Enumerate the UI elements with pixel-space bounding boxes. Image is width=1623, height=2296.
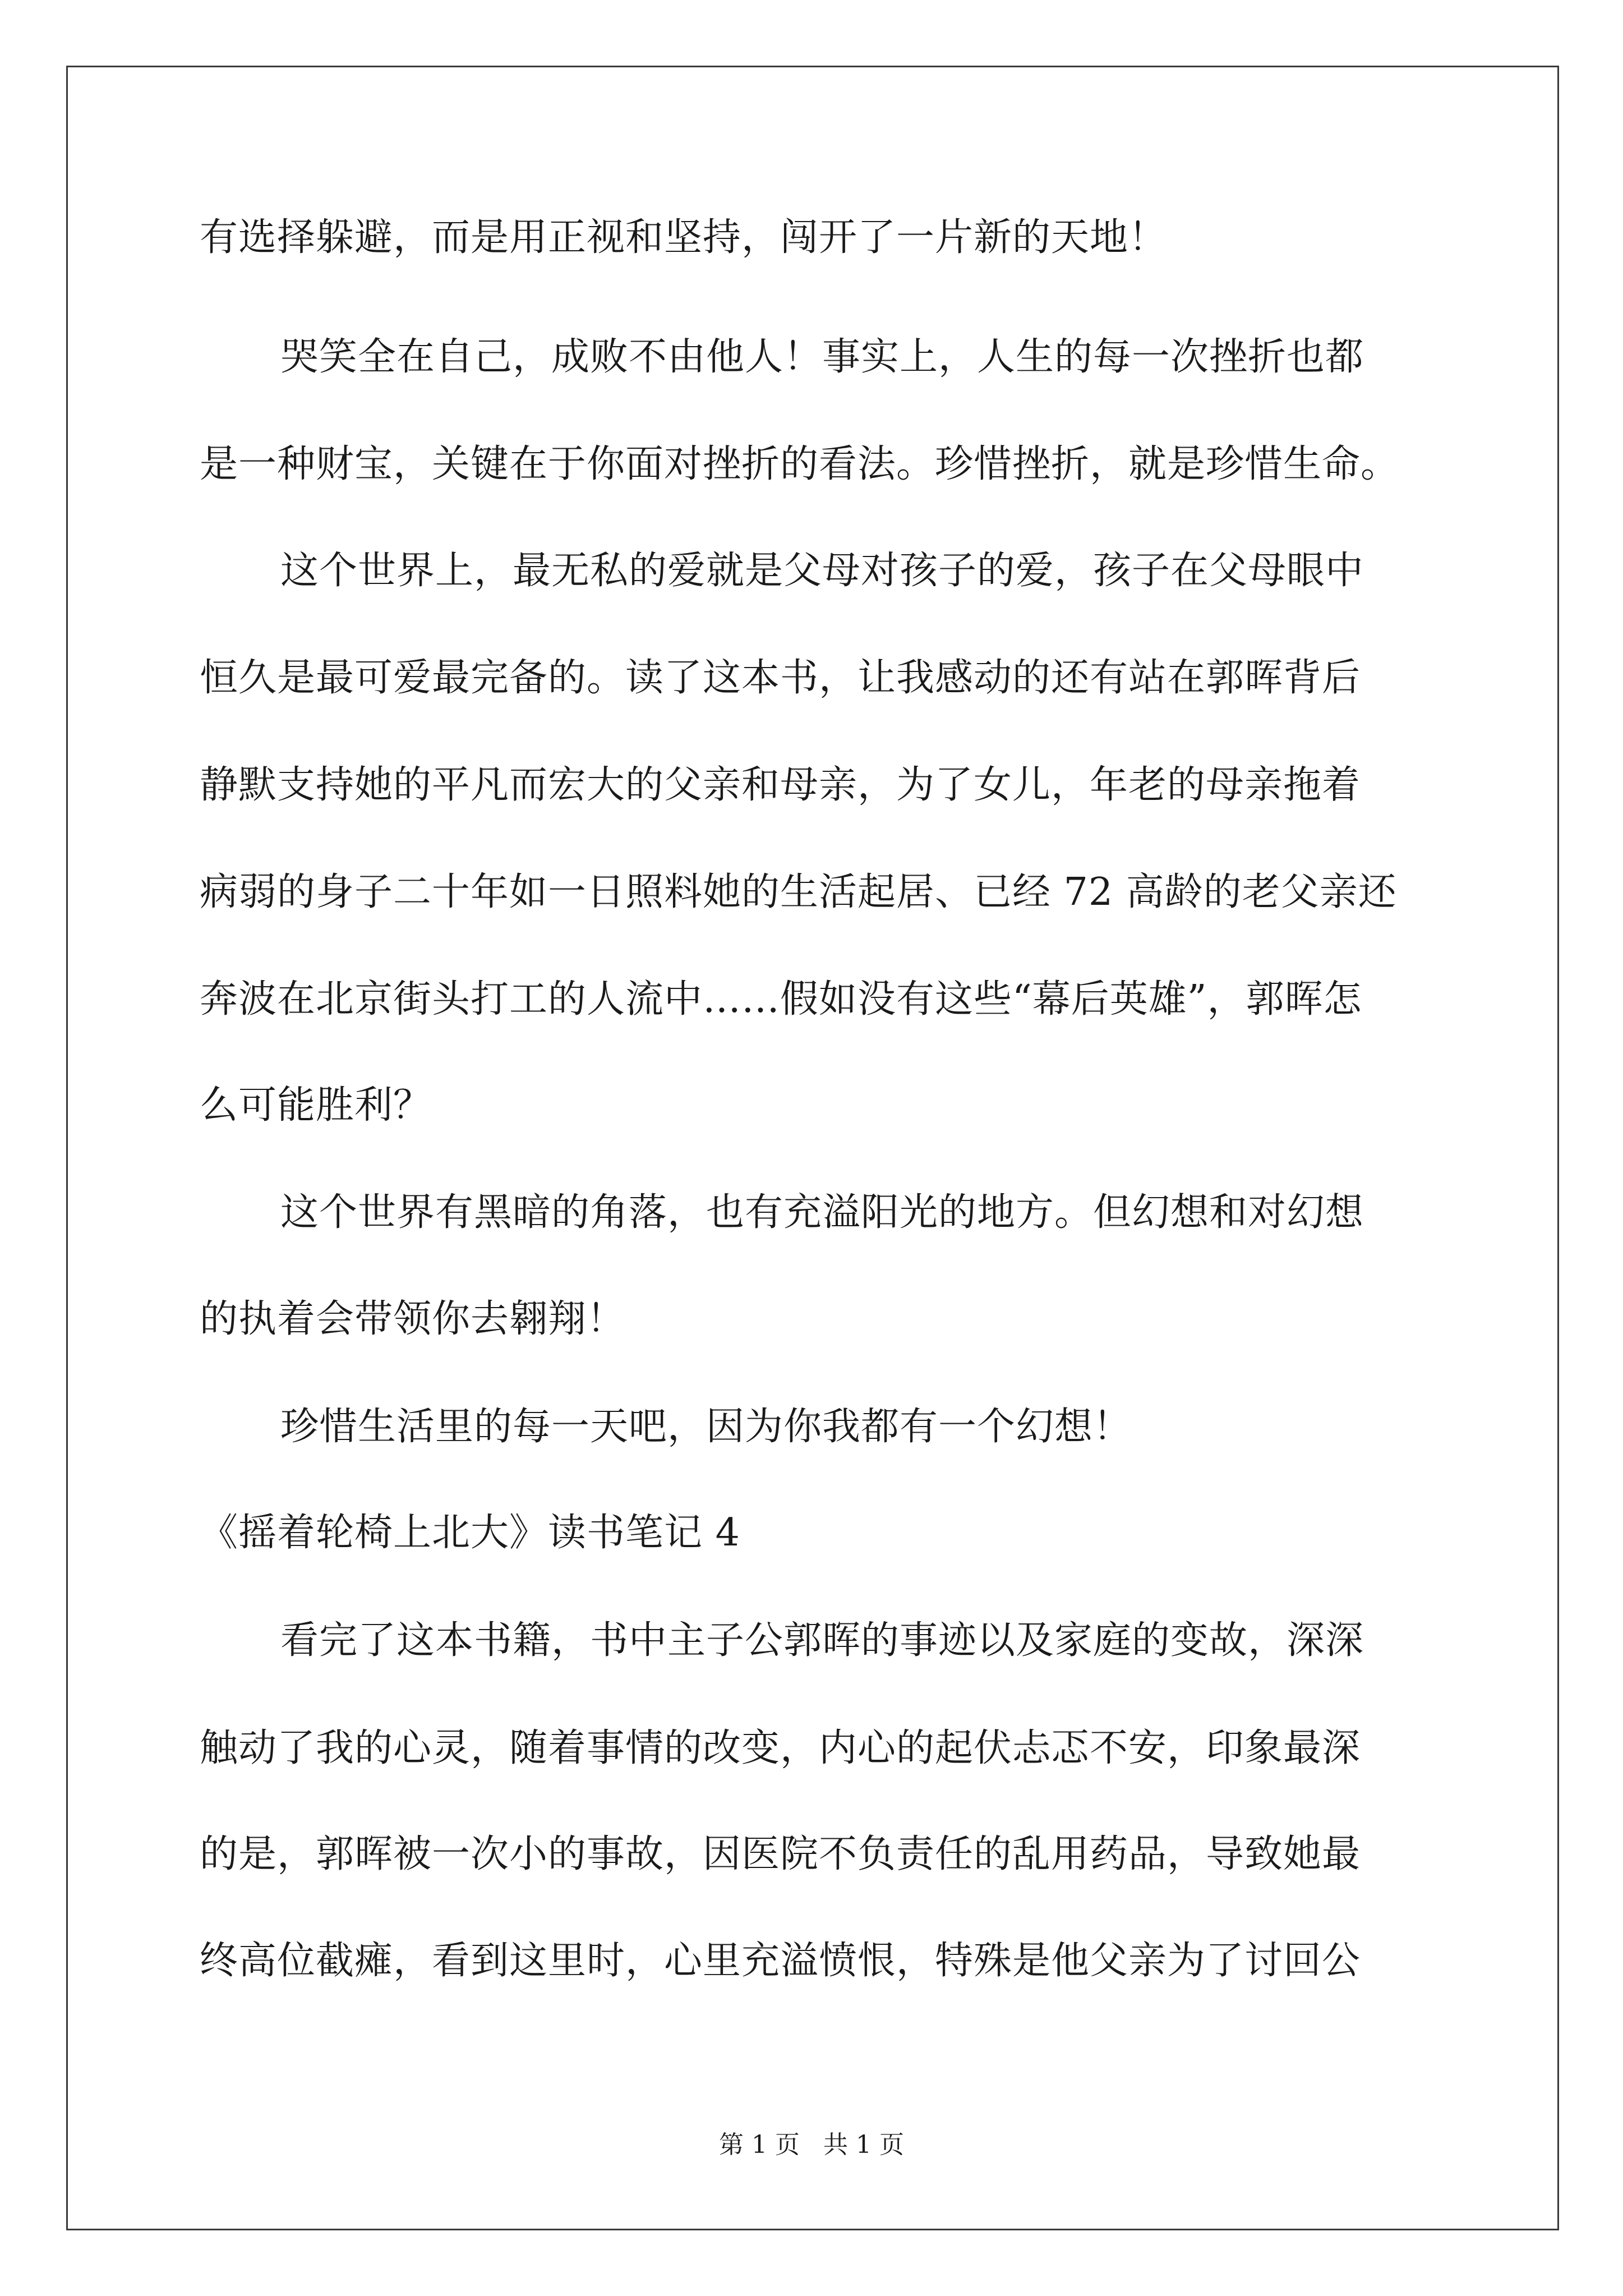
text-line: 静默支持她的平凡而宏大的父亲和母亲，为了女儿，年老的母亲拖着 — [200, 763, 1361, 807]
page-number-footer: 第 1 页 共 1 页 — [719, 2131, 904, 2159]
text-line: 是一种财宝，关键在于你面对挫折的看法。珍惜挫折，就是珍惜生命。 — [200, 442, 1400, 486]
page-border — [66, 66, 1559, 2230]
paragraph-first-line: 哭笑全在自己，成败不由他人！事实上，人生的每一次挫折也都 — [280, 335, 1364, 379]
text-line: 恒久是最可爱最完备的。读了这本书，让我感动的还有站在郭晖背后 — [200, 656, 1361, 700]
text-line: 的是，郭晖被一次小的事故，因医院不负责任的乱用药品，导致她最 — [200, 1832, 1361, 1876]
text-line: 奔波在北京街头打工的人流中……假如没有这些“幕后英雄”，郭晖怎 — [200, 977, 1362, 1022]
text-line: 有选择躲避，而是用正视和坚持，闯开了一片新的天地！ — [200, 215, 1168, 260]
paragraph-first-line: 珍惜生活里的每一天吧，因为你我都有一个幻想！ — [280, 1405, 1132, 1449]
text-line: 触动了我的心灵，随着事情的改变，内心的起伏忐忑不安，印象最深 — [200, 1726, 1361, 1770]
text-line: 么可能胜利？ — [200, 1083, 432, 1128]
text-line: 的执着会带领你去翱翔！ — [200, 1297, 626, 1341]
paragraph-first-line: 看完了这本书籍，书中主子公郭晖的事迹以及家庭的变故，深深 — [280, 1618, 1364, 1663]
text-line: 病弱的身子二十年如一日照料她的生活起居、已经 72 高龄的老父亲还 — [200, 870, 1397, 914]
section-heading: 《摇着轮椅上北大》读书笔记 4 — [200, 1511, 740, 1555]
paragraph-first-line: 这个世界有黑暗的角落，也有充溢阳光的地方。但幻想和对幻想 — [280, 1190, 1364, 1235]
text-line: 终高位截瘫，看到这里时，心里充溢愤恨，特殊是他父亲为了讨回公 — [200, 1939, 1361, 1983]
paragraph-first-line: 这个世界上，最无私的爱就是父母对孩子的爱，孩子在父母眼中 — [280, 549, 1364, 593]
